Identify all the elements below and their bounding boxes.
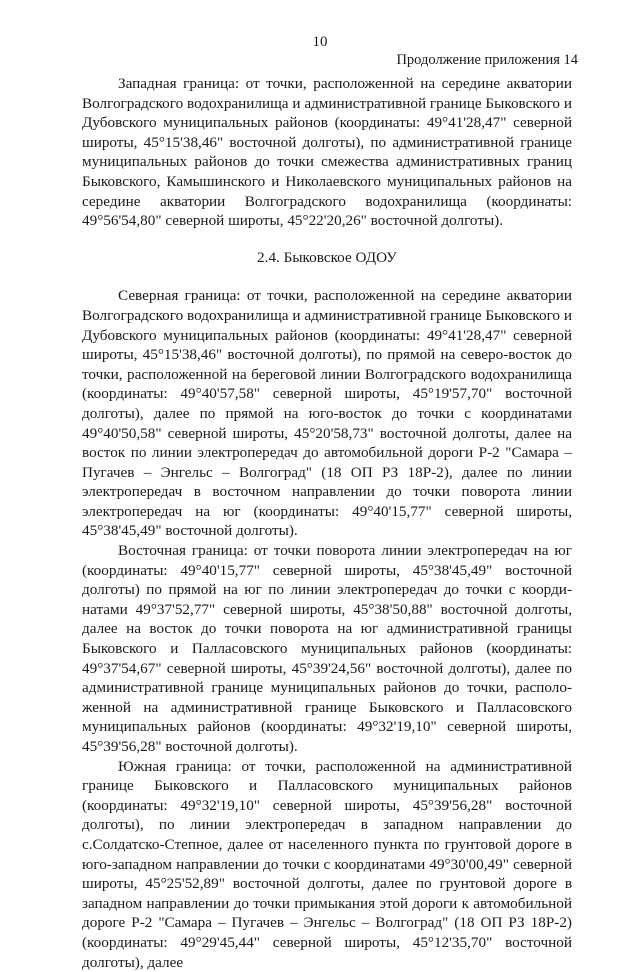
paragraph-northern-boundary: Северная граница: от точки, расположенной на середине акватории Волгоградского водохранилища и административной границе Быковского и Дубовского муниципальных районов (координаты: 49°41'28,47" северной широты, 45°15'38,46" восточной долготы), по прямой на северо-восток до точки, расположенной на береговой линии Волгоградского водохранилища (координаты: 49°40'57,58" северной широты, 45°19'57,70" восточной долготы), далее по прямой на юго-восток до точки с координатами 49°40'50,58" северной широты, 45°20'58,73" восточной долготы, далее на восток по линии электропередач до автомобильной дороги Р-2 "Самара – Пугачев – Энгельс – Волгоград" (18 ОП РЗ 18Р-2), далее по линии электропередач в восточном направлении до точки поворота линии электропередач на юг (координаты: 49°40'15,77" северной широты, 45°38'45,49" восточной долготы). xyxy=(82,287,572,540)
section-heading: 2.4. Быковское ОДОУ xyxy=(257,248,397,266)
paragraph-eastern-boundary: Восточная граница: от точки поворота линии электропередач на юг (координаты: 49°40'15,77" северной широты, 45°38'45,49" восточной долготы) по прямой на юг по линии электропередач до точки с координатами 49°37'52,77" северной широты, 45°38'50,88" восточной долготы, далее на восток до точки поворота на юг административной границы Быковского и Палласовского муниципальных районов (координаты: 49°37'54,67" северной широты, 45°39'24,56" восточной долготы), далее по административной границе муниципальных районов до точки, расположенной на административной границе Быковского и Палласовского муниципальных районов (координаты: 49°32'19,10" северной широты, 45°39'56,28" восточной долготы). xyxy=(82,542,572,755)
paragraph-southern-boundary: Южная граница: от точки, расположенной на административной границе Быковского и Палласовского муниципальных районов (координаты: 49°32'19,10" северной широты, 45°39'56,28" восточной долготы), по линии электропередач в западном направлении до с.Солдатско-Степное, далее от населенного пункта по грунтовой дороге в юго-западном направлении до точки с координатами 49°30'00,49" северной широты, 45°25'52,89" восточной долготы, далее по грунтовой дороге в западном направлении до точки примыкания этой дороги к автомобильной дороге Р-2 "Самара – Пугачев – Энгельс – Волгоград" (18 ОП РЗ 18Р-2) (координаты: 49°29'45,44" северной широты, 45°12'35,70" восточной долготы), далее xyxy=(82,757,572,971)
appendix-continuation-label: Продолжение приложения 14 xyxy=(396,52,578,68)
document-body xyxy=(82,74,572,972)
page-number: 10 xyxy=(312,34,328,50)
paragraph-western-boundary: Западная граница: от точки, расположенной на середине акватории Волгоградского водохранилища и административной границе Быковского и Дубовского муниципальных районов (координаты: 49°41'28,47" северной широты, 45°15'38,46" восточной долготы), по административной границе муниципальных районов до точки смежества административных границ Быковского, Камышинского и Николаевского муниципальных районов на середине акватории Волгоградского водохранилища (координаты: 49°56'54,80" северной широты, 45°22'20,26" восточной долготы). xyxy=(82,75,572,230)
